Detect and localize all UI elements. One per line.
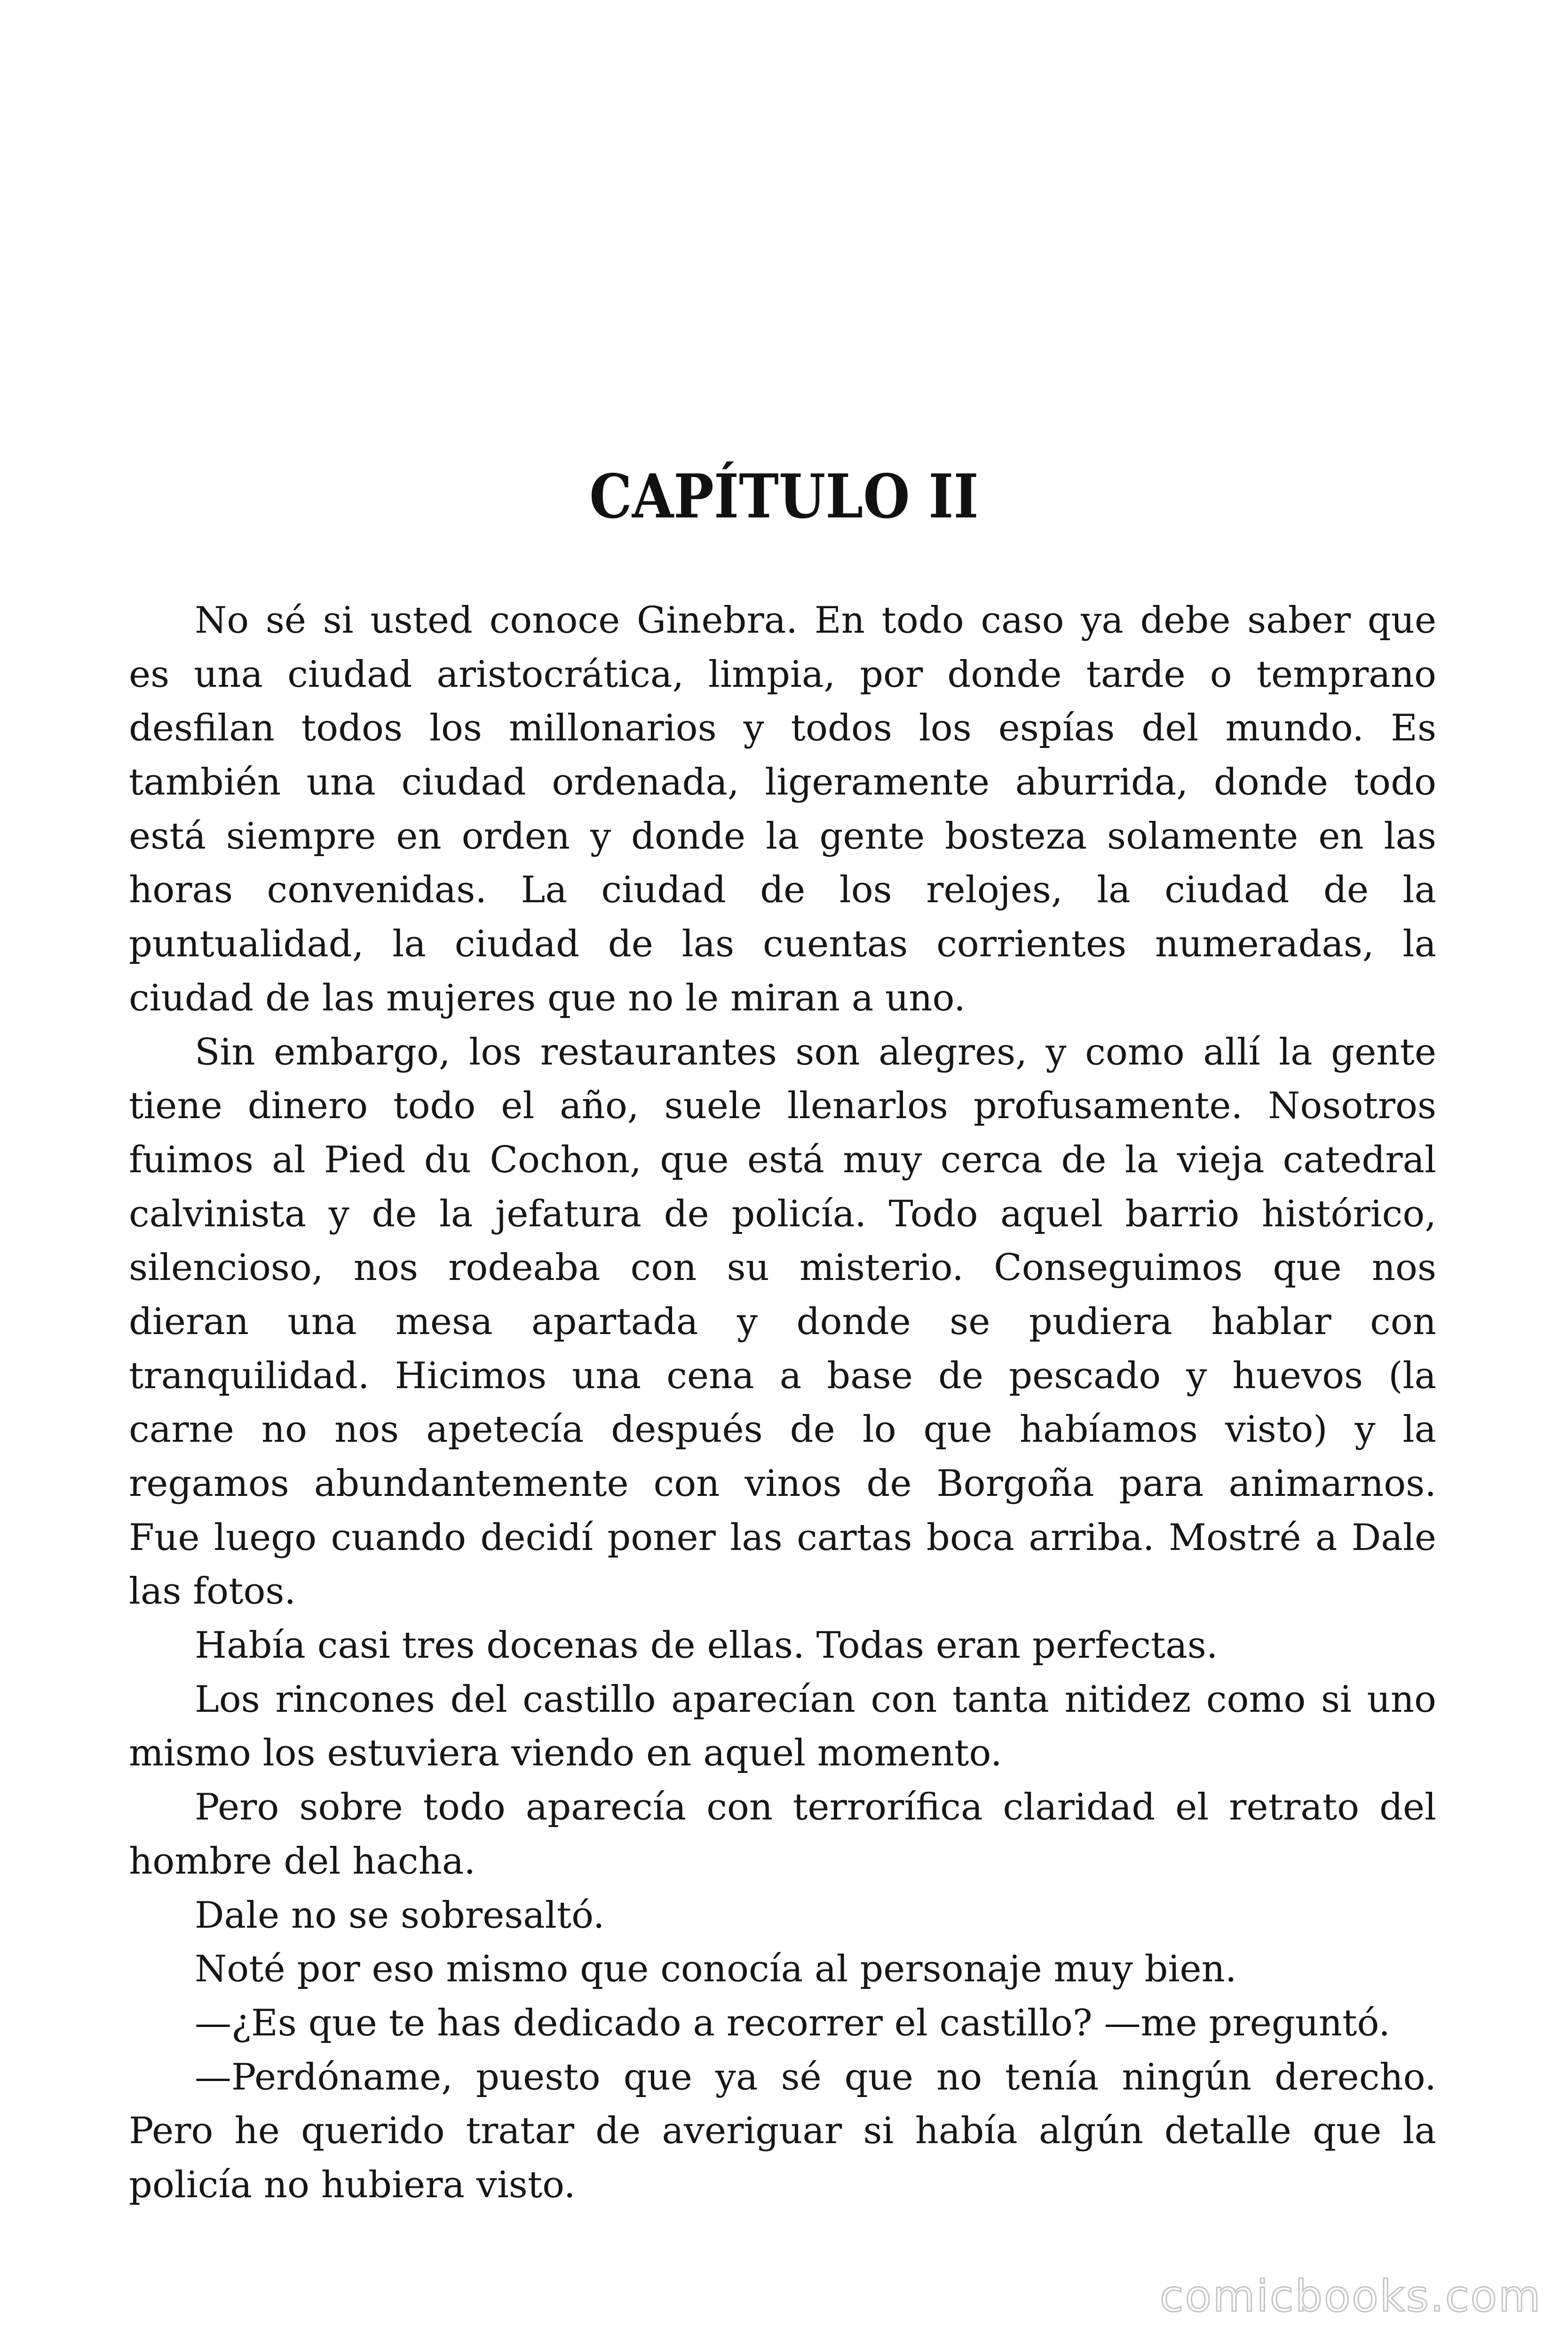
body-text — [129, 594, 1436, 2212]
paragraph — [129, 594, 1436, 1025]
text-line: Sin embargo, los restaurantes son alegres, y como allí la gente — [195, 1031, 1436, 1073]
text-line: ciudad de las mujeres que no le miran a uno. — [129, 977, 966, 1019]
text-line: —¿Es que te has dedicado a recorrer el castillo? —me preguntó. — [195, 2002, 1390, 2044]
text-line: desfilan todos los millonarios y todos los espías del mundo. Es — [129, 707, 1436, 750]
text-line: está siempre en orden y donde la gente bosteza solamente en las — [129, 815, 1436, 858]
paragraph — [129, 1889, 1436, 1943]
paragraph — [129, 1996, 1436, 2050]
text-line: tiene dinero todo el año, suele llenarlos profusamente. Nosotros — [129, 1085, 1436, 1128]
text-line: Pero sobre todo aparecía con terrorífica claridad el retrato del — [195, 1786, 1436, 1829]
text-line: hombre del hacha. — [129, 1840, 476, 1883]
paragraph — [129, 1619, 1436, 1673]
text-line: Pero he querido tratar de averiguar si había algún detalle que la — [129, 2110, 1436, 2153]
text-line: Había casi tres docenas de ellas. Todas eran perfectas. — [195, 1624, 1218, 1667]
text-line: mismo los estuviera viendo en aquel momento. — [129, 1732, 1002, 1775]
text-line: fuimos al Pied du Cochon, que está muy cerca de la vieja catedral — [129, 1138, 1436, 1181]
text-line: también una ciudad ordenada, ligeramente aburrida, donde todo — [129, 761, 1436, 804]
text-line: regamos abundantemente con vinos de Borgoña para animarnos. — [129, 1462, 1436, 1505]
text-line: carne no nos apetecía después de lo que habíamos visto) y la — [129, 1408, 1436, 1451]
text-line: puntualidad, la ciudad de las cuentas corrientes numeradas, la — [129, 923, 1436, 966]
watermark-logo: comicbooks.com — [1160, 2271, 1542, 2321]
text-line: Fue luego cuando decidí poner las cartas boca arriba. Mostré a Dale — [129, 1516, 1436, 1559]
paragraph — [129, 1780, 1436, 1888]
text-line: silencioso, nos rodeaba con su misterio. Conseguimos que nos — [129, 1247, 1436, 1289]
chapter-heading-text: CAPÍTULO II — [589, 461, 979, 532]
text-line: las fotos. — [129, 1570, 296, 1613]
text-line: horas convenidas. La ciudad de los relojes, la ciudad de la — [129, 869, 1436, 912]
text-line: Los rincones del castillo aparecían con tanta nitidez como si uno — [195, 1678, 1436, 1721]
paragraph — [129, 2050, 1436, 2212]
text-line: —Perdóname, puesto que ya sé que no tenía ningún derecho. — [195, 2056, 1436, 2098]
text-line: Dale no se sobresaltó. — [195, 1894, 605, 1937]
text-line: es una ciudad aristocrática, limpia, por donde tarde o temprano — [129, 653, 1436, 696]
text-line: dieran una mesa apartada y donde se pudiera hablar con — [129, 1300, 1436, 1343]
text-line: No sé si usted conoce Ginebra. En todo caso ya debe saber que — [195, 599, 1436, 642]
paragraph — [129, 1025, 1436, 1619]
text-line: Noté por eso mismo que conocía al personaje muy bien. — [195, 1948, 1237, 1991]
text-line: calvinista y de la jefatura de policía. Todo aquel barrio histórico, — [129, 1192, 1436, 1235]
chapter-heading — [0, 461, 1568, 548]
text-line: tranquilidad. Hicimos una cena a base de pescado y huevos (la — [129, 1354, 1436, 1397]
paragraph — [129, 1673, 1436, 1780]
paragraph — [129, 1942, 1436, 1996]
text-line: policía no hubiera visto. — [129, 2163, 576, 2206]
